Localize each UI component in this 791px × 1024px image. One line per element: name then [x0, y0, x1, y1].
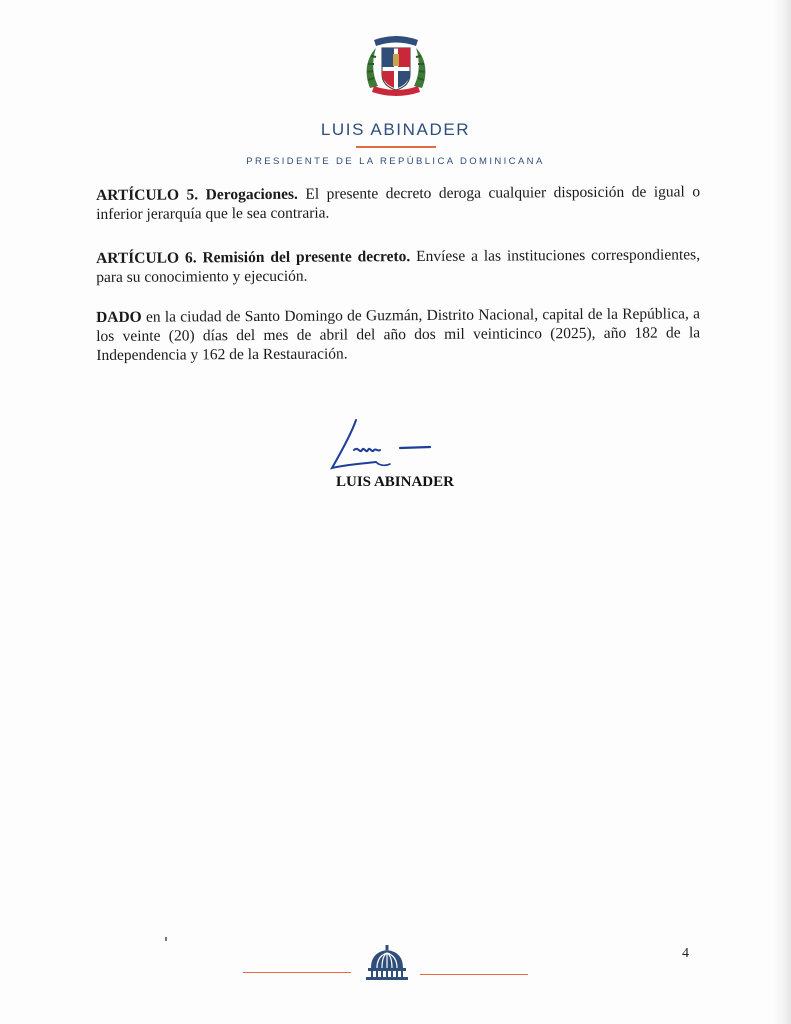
- footer-rule-left: [243, 972, 351, 973]
- dado-paragraph: [96, 304, 700, 365]
- coat-of-arms-icon: [360, 30, 432, 102]
- page-number: 4: [682, 946, 689, 961]
- scan-speck: [165, 937, 167, 941]
- article-5-text: El presente decreto deroga cualquier disposición de igual o inferior jerarquía que le sea contraria.: [96, 183, 701, 223]
- signer-name: LUIS ABINADER: [336, 474, 454, 490]
- handwritten-signature: [316, 414, 446, 476]
- letterhead-accent-rule: [356, 146, 436, 148]
- page-edge-shadow: [773, 0, 791, 1024]
- letterhead-office: PRESIDENTE DE LA REPÚBLICA DOMINICANA: [246, 156, 545, 167]
- article-6-text: Envíese a las instituciones correspondientes, para su conocimiento y ejecución.: [96, 246, 701, 286]
- dado-lead: DADO: [96, 308, 142, 326]
- article-5-heading: ARTÍCULO 5. Derogaciones.: [96, 185, 298, 204]
- article-5: [96, 182, 700, 224]
- palace-dome-icon: [364, 944, 410, 980]
- dado-text: en la ciudad de Santo Domingo de Guzmán, Distrito Nacional, capital de la República, a los veinte (20) días del mes de abril del año dos mil veinticinco (2025), año 182 de la Independencia y 162 de la Restauración.: [96, 305, 701, 364]
- article-6-heading: ARTÍCULO 6. Remisión del presente decreto.: [96, 248, 411, 267]
- article-6: [96, 245, 700, 287]
- letterhead-name: LUIS ABINADER: [320, 120, 471, 139]
- footer-rule-right: [420, 974, 528, 975]
